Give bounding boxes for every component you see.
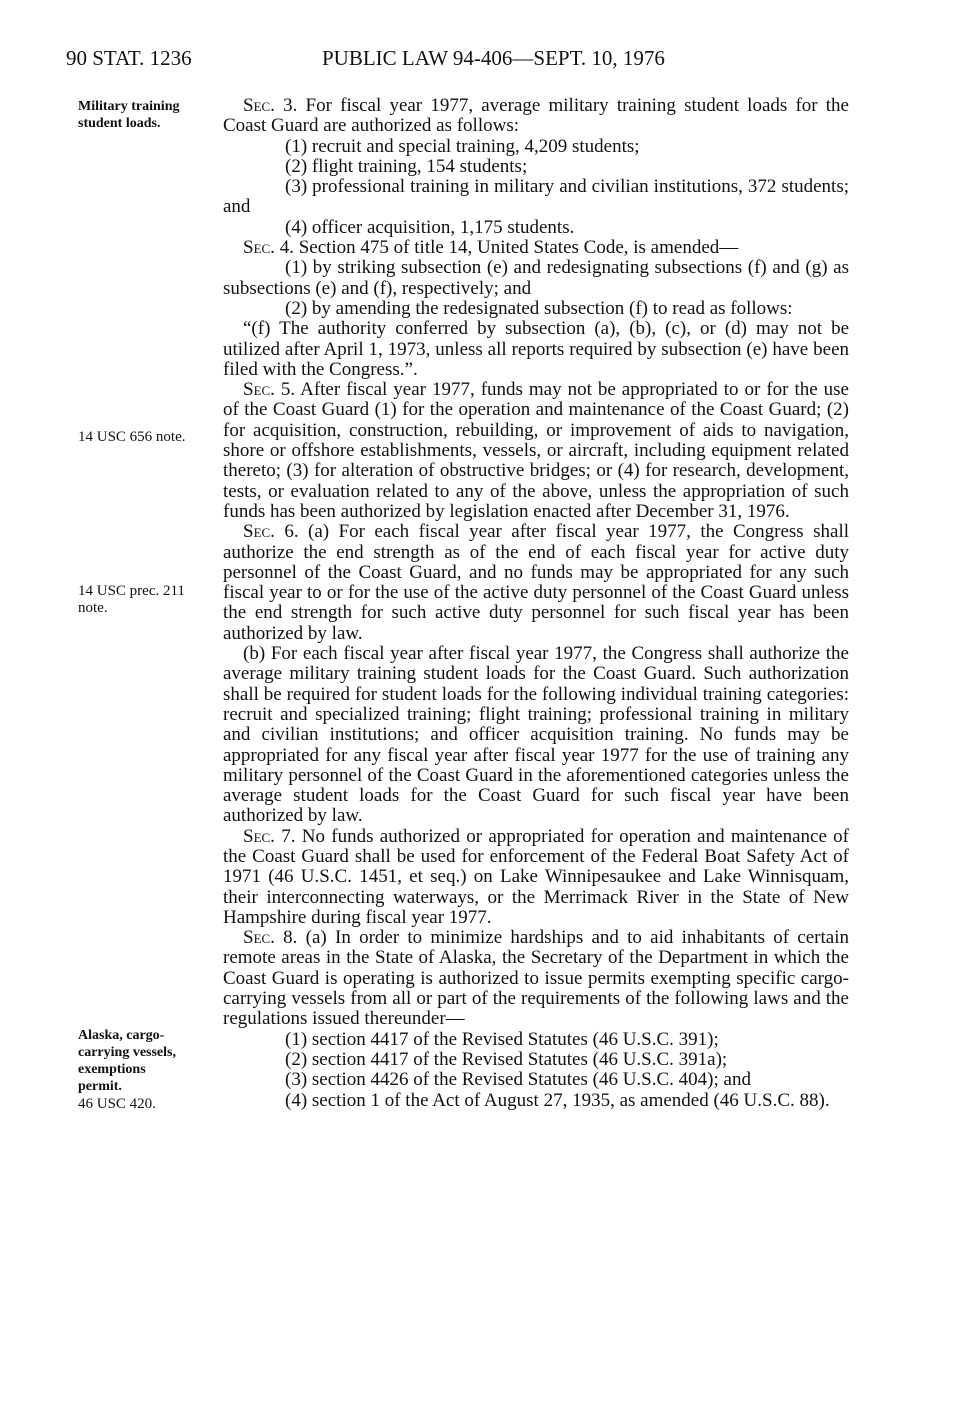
margin-note-14-usc-prec-211: [78, 583, 218, 617]
section-label: Sec.: [243, 825, 275, 847]
section-3: [223, 96, 849, 137]
margin-note-line: Military training: [78, 99, 180, 114]
margin-note-line: 46 USC 420.: [78, 1096, 156, 1112]
section-label: Sec.: [243, 237, 275, 259]
margin-note-line: 14 USC prec. 211: [78, 583, 185, 599]
section-8-item-3: (3) section 4426 of the Revised Statutes (46 U.S.C. 404); and: [285, 1069, 751, 1091]
margin-note-line: Alaska, cargo-: [78, 1028, 165, 1043]
margin-note-line: 14 USC 656 note.: [78, 429, 186, 445]
margin-note-line: note.: [78, 600, 108, 616]
section-6a: [223, 522, 849, 644]
section-8-item-4: (4) section 1 of the Act of August 27, 1935, as amended (46 U.S.C. 88).: [285, 1089, 830, 1111]
section-text: 3. For fiscal year 1977, average military training student loads for the Coast Guard are authorized as follows:: [223, 95, 849, 137]
section-text: 5. After fiscal year 1977, funds may not be appropriated to or for the use of the Coast Guard (1) for the operation and maintenance of the Coast Guard; (2) for acquisition, construction, rebuilding, or improvement of aids to navigation, shore or offshore establishments, vessels, or aircraft, including equipment related thereto; (3) for alteration of obstructive bridges; or (4) for research, development, tests, or evaluation related to any of the above, unless the appropriation of such funds has been authorized by legislation enacted after December 31, 1976.: [223, 379, 849, 522]
margin-note-line: student loads.: [78, 116, 161, 131]
margin-note-military-training: [78, 98, 218, 132]
statute-body: [223, 96, 849, 1111]
section-4-item-2: (2) by amending the redesignated subsection (f) to read as follows:: [285, 297, 793, 319]
section-8a: [223, 928, 849, 1029]
section-label: Sec.: [243, 379, 275, 401]
margin-note-line: exemptions: [78, 1062, 146, 1077]
section-3-item-4: (4) officer acquisition, 1,175 students.: [285, 216, 575, 238]
section-text: 7. No funds authorized or appropriated for operation and maintenance of the Coast Guard shall be used for enforcement of the Federal Boat Safety Act of 1971 (46 U.S.C. 1451, et seq.) on Lake Winnipesaukee and Lake Winnisquam, their interconnecting waterways, or the Merrimack River in the State of New Hampshire during fiscal year 1977.: [223, 825, 849, 928]
section-8-item-2: (2) section 4417 of the Revised Statutes (46 U.S.C. 391a);: [285, 1048, 728, 1070]
section-text: 4. Section 475 of title 14, United States Code, is amended—: [274, 237, 739, 259]
section-4: [223, 238, 849, 258]
section-6b: (b) For each fiscal year after fiscal year 1977, the Congress shall authorize the average military training student loads for the Coast Guard. Such authorization shall be required for student loads for the following individual training categories: recruit and specialized training; flight training; professional training in military and civilian institutions; and officer acquisition training. No funds may be appropriated for any fiscal year after fiscal year 1977 for the use of training any military personnel of the Coast Guard in the aforementioned categories unless the average student loads for the Coast Guard for such fiscal year have been authorized by law.: [223, 643, 849, 827]
stat-page-number: 90 STAT. 1236: [66, 46, 192, 70]
margin-note-alaska-vessels: [78, 1027, 218, 1095]
law-title-date: PUBLIC LAW 94-406—SEPT. 10, 1976: [322, 46, 665, 70]
section-8-item-1: (1) section 4417 of the Revised Statutes (46 U.S.C. 391);: [285, 1028, 719, 1050]
section-3-item-2: (2) flight training, 154 students;: [285, 155, 528, 177]
section-3-item-3: (3) professional training in military and civilian institutions, 372 students; and: [223, 176, 849, 218]
margin-note-line: permit.: [78, 1079, 122, 1094]
running-header: [66, 46, 926, 76]
section-4-quoted-text: “(f) The authority conferred by subsection (a), (b), (c), or (d) may not be utilized after April 1, 1973, unless all reports required by subsection (e) have been filed with the Congress.”.: [223, 318, 849, 380]
section-label: Sec.: [243, 521, 275, 543]
margin-note-14-usc-656: [78, 429, 218, 446]
section-3-item-1: (1) recruit and special training, 4,209 students;: [285, 135, 640, 157]
margin-note-46-usc-420: [78, 1096, 218, 1113]
section-7: [223, 827, 849, 928]
section-text: 8. (a) In order to minimize hardships and to aid inhabitants of certain remote areas in the State of Alaska, the Secretary of the Department in which the Coast Guard is operating is authorized to issue permits exempting specific cargo-carrying vessels from all or part of the requirements of the following laws and the regulations issued thereunder—: [223, 927, 849, 1030]
margin-note-line: carrying vessels,: [78, 1045, 176, 1060]
section-5: [223, 380, 849, 522]
section-4-item-1: (1) by striking subsection (e) and redesignating subsections (f) and (g) as subsections (e) and (f), respectively; and: [223, 257, 849, 299]
section-label: Sec.: [243, 927, 275, 949]
section-label: Sec.: [243, 95, 275, 116]
section-text: 6. (a) For each fiscal year after fiscal year 1977, the Congress shall authorize the end strength as of the end of each fiscal year for active duty personnel of the Coast Guard, and no funds may be appropriated for any such fiscal year to or for the use of the active duty personnel of the Coast Guard unless the end strength for such active duty personnel for such fiscal year has been authorized by law.: [223, 521, 849, 644]
